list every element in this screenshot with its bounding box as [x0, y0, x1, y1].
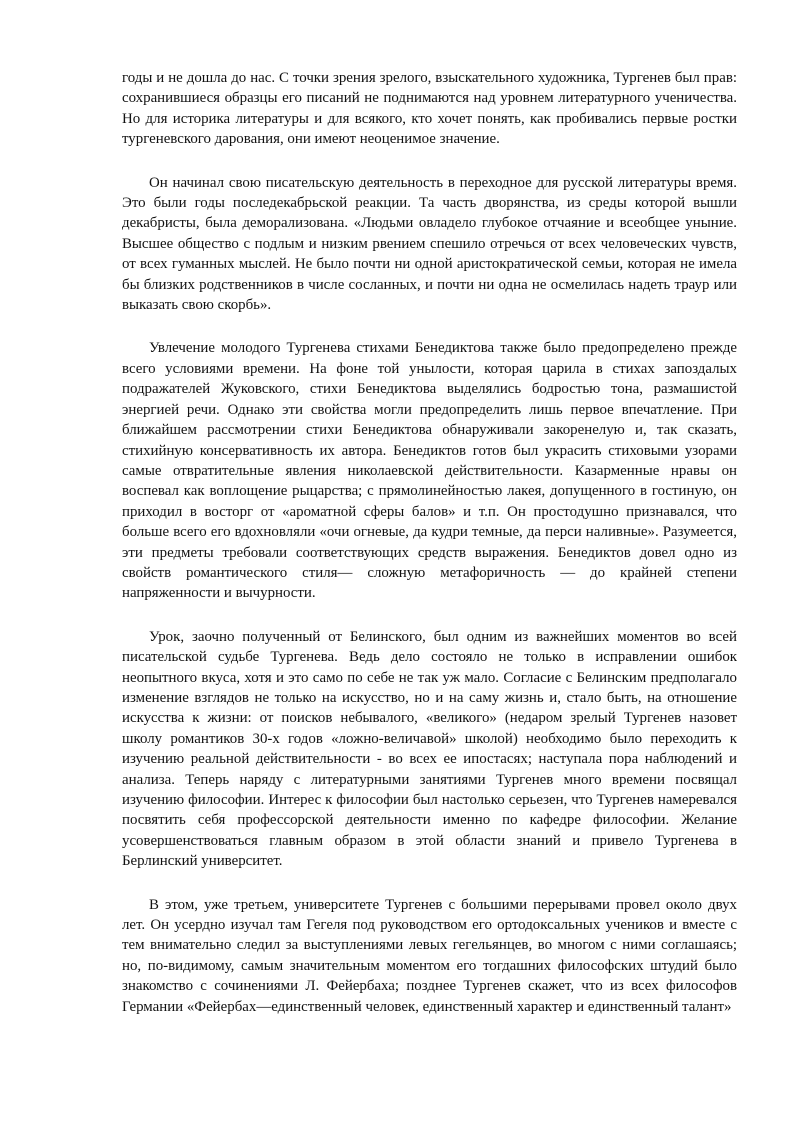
paragraph-benediktov: Увлечение молодого Тургенева стихами Бенедиктова также было предопределено прежде всего условиями времени. На фоне той унылости, которая царила в стихах запоздалых подражателей Жуковского, стихи Бенедиктова выделялись бодростью тона, размашистой энергией речи. Однако эти свойства могли предопределить лишь первое впечатление. При ближайшем рассмотрении стихи Бенедиктова обнаруживали закоренелую и, так сказать, стихийную консервативность их автора. Бенедиктов готов был украсить стиховыми узорами самые отвратительные явления николаевской действительности. Казарменные нравы он воспевал как воплощение рыцарства; с прямолинейностью лакея, допущенного в гостиную, он приходил в восторг от «ароматной сферы балов» и т.п. Он простодушно признавался, что больше всего его вдохновляли «очи огневые, да кудри темные, да перси наливные». Разумеется, эти предметы требовали соответствующих средств выражения. Бенедиктов довел одно из свойств романтического стиля— сложную метафоричность — до крайней степени напряженности и вычурности.	[122, 340, 737, 602]
paragraph-belinsky-lesson: Урок, заочно полученный от Белинского, был одним из важнейших моментов во всей писательской судьбе Тургенева. Ведь дело состояло не только в исправлении ошибок неопытного вкуса, хотя и это само по себе не так уж мало. Согласие с Белинским предполагало изменение взглядов не только на искусство, но и на саму жизнь и, стало быть, на отношение искусства к жизни: от поисков небывалого, «великого» (недаром зрелый Тургенев назовет школу романтиков 30-х годов «ложно-величавой» школой) необходимо было переходить к изучению реальной действительности - во всех ее ипостасях; наступала пора наблюдений и анализа. Теперь наряду с литературными занятиями Тургенев много времени посвящал изучению философии. Интерес к философии был настолько серьезен, что Тургенев намеревался посвятить себя профессорской деятельности именно по кафедре философии. Желание усовершенствоваться главным образом в этой области знаний и привело Тургенева в Берлинский университет.	[122, 628, 737, 870]
paragraph-continuation: годы и не дошла до нас. С точки зрения зрелого, взыскательного художника, Тургенев был прав: сохранившиеся образцы его писаний не поднимаются над уровнем литературного ученичества. Но для историка литературы и для всякого, кто хочет понять, как пробивались первые ростки тургеневского дарования, они имеют неоценимое значение.	[122, 70, 737, 148]
paragraph-literary-debut: Он начинал свою писательскую деятельность в переходное для русской литературы время. Это были годы последекабрьской реакции. Та часть дворянства, из среды которой вышли декабристы, была деморализована. «Людьми овладело глубокое отчаяние и всеобщее уныние. Высшее общество с подлым и низким рвением спешило отречься от всех человеческих чувств, от всех гуманных мыслей. Не было почти ни одной аристократической семьи, которая не имела бы близких родственников в числе сосланных, и почти ни одна не осмелилась надеть траур или выказать свою скорбь».	[122, 174, 737, 314]
document-page	[122, 68, 737, 1040]
paragraph-berlin-university: В этом, уже третьем, университете Тургенев с большими перерывами провел около двух лет. Он усердно изучал там Гегеля под руководством его ортодоксальных учеников и вместе с тем внимательно следил за выступлениями левых гегельянцев, во многом с ними соглашаясь; но, по-видимому, самым значительным моментом его тогдашних философских штудий было знакомство с сочинениями Л. Фейербаха; позднее Тургенев скажет, что из всех философов Германии «Фейербах—единственный человек, единственный характер и единственный талант»	[122, 896, 737, 1015]
